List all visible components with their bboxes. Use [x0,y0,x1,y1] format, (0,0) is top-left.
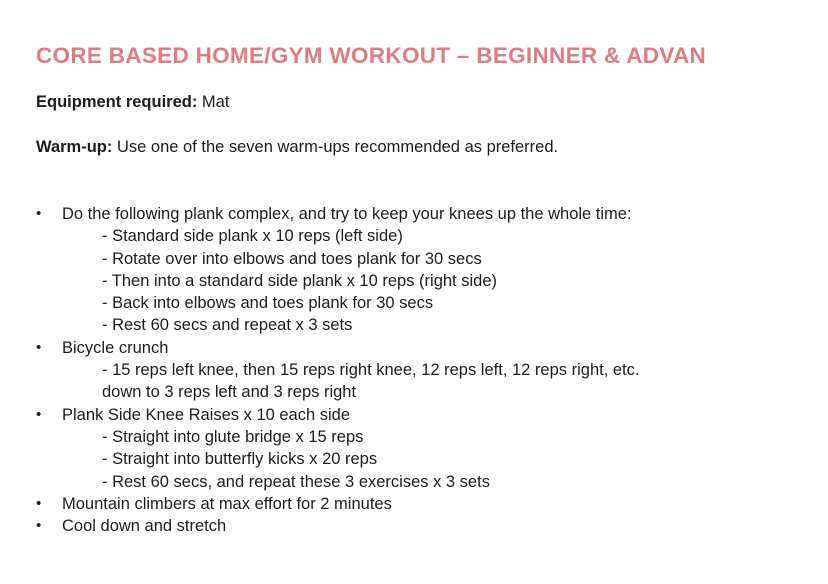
exercise-sub-line: - Rest 60 secs, and repeat these 3 exercises x 3 sets [102,472,490,491]
warmup-line [36,136,558,158]
exercise-item [0,337,828,404]
exercise-item [0,404,828,493]
warmup-value: Use one of the seven warm-ups recommended as preferred. [112,138,559,156]
exercise-sub-line: down to 3 reps left and 3 reps right [102,383,357,402]
exercise-sub-line: - Straight into butterfly kicks x 20 reps [102,450,378,469]
bullet-marker: • [36,517,42,535]
exercise-text: Mountain climbers at max effort for 2 minutes [62,494,392,513]
exercise-item [0,515,828,537]
bullet-marker: • [36,494,42,512]
equipment-line [36,91,229,113]
warmup-label: Warm-up: [36,138,113,156]
exercise-sub-line: - Rest 60 secs and repeat x 3 sets [102,316,353,335]
exercise-main-line [0,337,828,359]
exercise-sub-line: - Then into a standard side plank x 10 reps (right side) [102,271,497,290]
exercise-list [0,203,828,537]
document-title: CORE BASED HOME/GYM WORKOUT – BEGINNER & ADVAN [36,43,707,68]
exercise-main-line [0,404,828,426]
exercise-main-line [0,515,828,537]
bullet-marker: • [36,205,42,222]
exercise-text: Bicycle crunch [62,338,169,357]
exercise-sub-line: - Standard side plank x 10 reps (left side) [102,227,403,246]
equipment-value: Mat [197,93,230,111]
exercise-sub-line: - 15 reps left knee, then 15 reps right knee, 12 reps left, 12 reps right, etc. [102,361,640,380]
bullet-marker: • [36,338,42,356]
exercise-item [0,493,828,515]
exercise-text: Do the following plank complex, and try to keep your knees up the whole time: [62,205,632,223]
exercise-sub-line: - Rotate over into elbows and toes plank for 30 secs [102,249,482,268]
exercise-sub-line: - Straight into glute bridge x 15 reps [102,427,364,446]
equipment-label: Equipment required: [36,93,198,111]
exercise-sub-line: - Back into elbows and toes plank for 30 secs [102,294,434,313]
exercise-item [0,203,828,337]
exercise-main-line [0,493,828,515]
exercise-text: Cool down and stretch [62,517,227,536]
exercise-main-line [0,203,828,225]
exercise-text: Plank Side Knee Raises x 10 each side [62,405,351,424]
bullet-marker: • [36,405,42,423]
